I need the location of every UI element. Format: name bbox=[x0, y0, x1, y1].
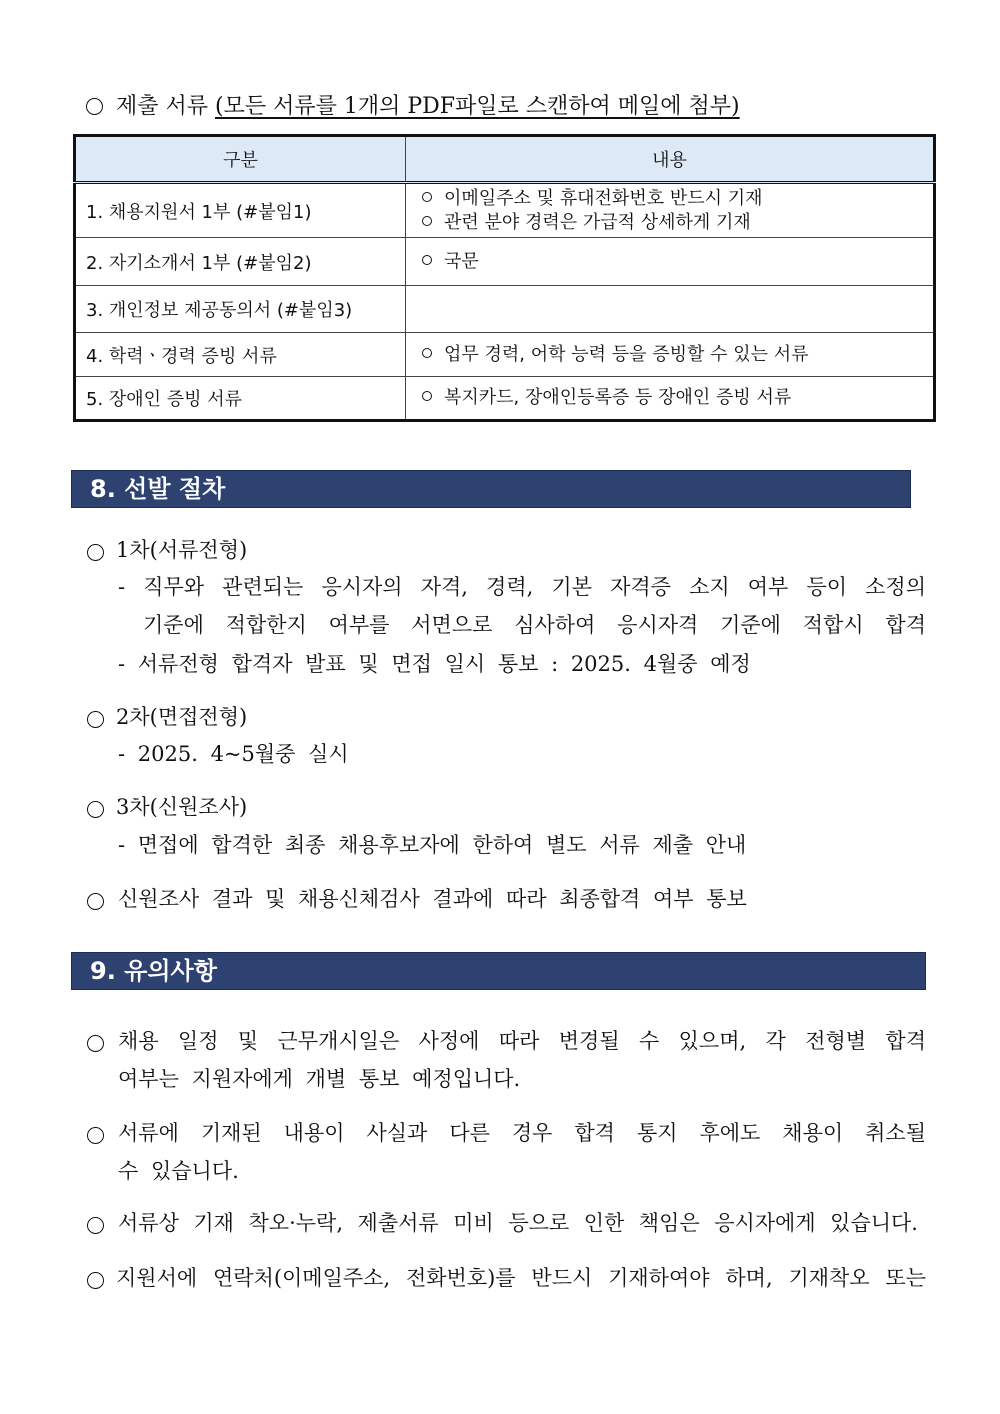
circle-bullet-icon bbox=[87, 893, 104, 910]
final-result-note: 신원조사 결과 및 채용신체검사 결과에 따라 최종합격 여부 통보 bbox=[118, 887, 747, 911]
small-circle-bullet-icon bbox=[422, 216, 432, 226]
circle-bullet-icon bbox=[87, 801, 104, 818]
section-8-header: 8. 선발 절차 bbox=[71, 470, 911, 508]
small-circle-bullet-icon bbox=[422, 348, 432, 358]
notice-4-line: 지원서에 연락처(이메일주소, 전화번호)를 반드시 기재하여야 하며, 기재착오 또는 bbox=[116, 1266, 926, 1290]
table-cell-item: 5. 장애인 증빙 서류 bbox=[75, 377, 406, 421]
submission-label: 제출 서류 bbox=[116, 94, 209, 119]
step-2-title: 2차(면접전형) bbox=[116, 705, 248, 729]
circle-bullet-icon bbox=[87, 1035, 104, 1052]
table-cell-details bbox=[406, 377, 935, 421]
notice-1-line: 여부는 지원자에게 개별 통보 예정입니다. bbox=[118, 1067, 521, 1091]
detail-line: 복지카드, 장애인등록증 등 장애인 증빙 서류 bbox=[422, 386, 923, 410]
table-cell-item: 2. 자기소개서 1부 (#붙임2) bbox=[75, 238, 406, 286]
table-cell-details bbox=[406, 238, 935, 286]
step-3-detail-line: - 면접에 합격한 최종 채용후보자에 한하여 별도 서류 제출 안내 bbox=[118, 833, 747, 857]
table-header-category: 구분 bbox=[75, 136, 406, 183]
small-circle-bullet-icon bbox=[422, 391, 432, 401]
circle-bullet-icon bbox=[87, 1217, 104, 1234]
detail-line: 업무 경력, 어학 능력 등을 증빙할 수 있는 서류 bbox=[422, 343, 923, 367]
step-1-title: 1차(서류전형) bbox=[116, 538, 248, 562]
table-row bbox=[75, 183, 935, 238]
detail-line: 국문 bbox=[422, 250, 923, 274]
notice-2-line: 수 있습니다. bbox=[118, 1159, 239, 1183]
circle-bullet-icon bbox=[87, 711, 104, 728]
table-cell-item: 4. 학력ㆍ경력 증빙 서류 bbox=[75, 333, 406, 377]
small-circle-bullet-icon bbox=[422, 255, 432, 265]
table-header-content: 내용 bbox=[406, 136, 935, 183]
detail-line: 관련 분야 경력은 가급적 상세하게 기재 bbox=[422, 211, 923, 235]
circle-bullet-icon bbox=[87, 544, 104, 561]
circle-bullet-icon bbox=[87, 1272, 104, 1289]
submission-header bbox=[86, 92, 846, 124]
table-row bbox=[75, 333, 935, 377]
section-9-header: 9. 유의사항 bbox=[71, 952, 926, 990]
table-header-row bbox=[75, 136, 935, 183]
detail-line: 이메일주소 및 휴대전화번호 반드시 기재 bbox=[422, 187, 923, 211]
notice-2-line: 서류에 기재된 내용이 사실과 다른 경우 합격 통지 후에도 채용이 취소될 bbox=[118, 1121, 926, 1145]
table-cell-details bbox=[406, 333, 935, 377]
table-cell-item: 3. 개인정보 제공동의서 (#붙임3) bbox=[75, 286, 406, 333]
table-row bbox=[75, 238, 935, 286]
step-1-detail-line: 기준에 적합한지 여부를 서면으로 심사하여 응시자격 기준에 적합시 합격 bbox=[143, 613, 926, 637]
step-3-title: 3차(신원조사) bbox=[116, 795, 248, 819]
notice-3-line: 서류상 기재 착오·누락, 제출서류 미비 등으로 인한 책임은 응시자에게 있습니다. bbox=[118, 1211, 918, 1235]
table-row bbox=[75, 377, 935, 421]
small-circle-bullet-icon bbox=[422, 192, 432, 202]
circle-bullet-icon bbox=[87, 1127, 104, 1144]
step-1-detail-line: - 서류전형 합격자 발표 및 면접 일시 통보 : 2025. 4월중 예정 bbox=[118, 652, 751, 676]
step-1-detail-line: - 직무와 관련되는 응시자의 자격, 경력, 기본 자격증 소지 여부 등이 소정의 bbox=[118, 575, 926, 599]
notice-1-line: 채용 일정 및 근무개시일은 사정에 따라 변경될 수 있으며, 각 전형별 합격 bbox=[118, 1029, 926, 1053]
table-cell-details bbox=[406, 183, 935, 238]
step-2-detail-line: - 2025. 4~5월중 실시 bbox=[118, 742, 349, 766]
documents-table bbox=[73, 134, 936, 422]
table-cell-item: 1. 채용지원서 1부 (#붙임1) bbox=[75, 183, 406, 238]
circle-bullet-icon bbox=[86, 98, 103, 115]
table-cell-details bbox=[406, 286, 935, 333]
submission-note: (모든 서류를 1개의 PDF파일로 스캔하여 메일에 첨부) bbox=[215, 94, 740, 119]
table-row bbox=[75, 286, 935, 333]
